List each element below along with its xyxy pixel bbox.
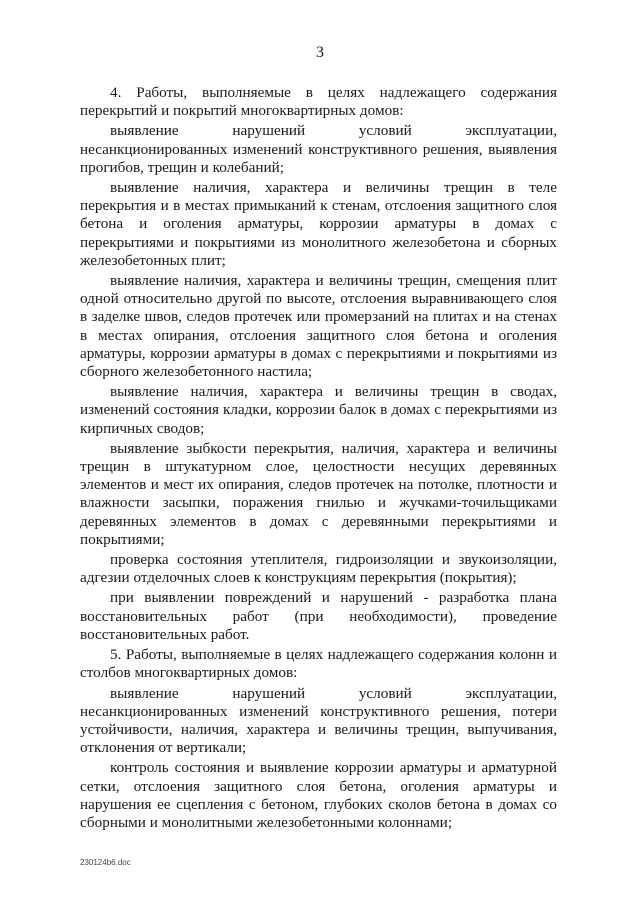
document-body (80, 84, 557, 834)
page-number: 3 (316, 44, 324, 61)
paragraph: выявление зыбкости перекрытия, наличия, характера и величины трещин в штукатурном слое, целостности несущих деревянных элементов и мест их опирания, следов протечек на потолке, плотности и влажности засыпки, поражения гнилью и жучками-точильщиками деревянных элементов в домах с деревянными перекрытиями и покрытиями; (80, 439, 557, 548)
paragraph: выявление наличия, характера и величины трещин в сводах, изменений состояния кладки, коррозии балок в домах с перекрытиями из кирпичных сводов; (80, 383, 557, 437)
paragraph: выявление наличия, характера и величины трещин, смещения плит одной относительно другой по высоте, отслоения выравнивающего слоя в заделке швов, следов протечек или промерзаний на плитах и на стенах в местах опирания, отслоения защитного слоя бетона и оголения арматуры, коррозии арматуры в домах с перекрытиями и покрытиями из сборного железобетонного настила; (80, 272, 557, 381)
paragraph: при выявлении повреждений и нарушений - разработка плана восстановительных работ (при необходимости), проведение восстановительных работ. (80, 589, 557, 643)
file-name-footer: 230124b6.doc (80, 858, 131, 867)
paragraph-section-4-heading: 4. Работы, выполняемые в целях надлежащего содержания перекрытий и покрытий многоквартирных домов: (80, 84, 557, 120)
paragraph-section-5-heading: 5. Работы, выполняемые в целях надлежащего содержания колонн и столбов многоквартирных домов: (80, 646, 557, 682)
paragraph: выявление нарушений условий эксплуатации, несанкционированных изменений конструктивного решения, выявления прогибов, трещин и колебаний; (80, 122, 557, 176)
paragraph: проверка состояния утеплителя, гидроизоляции и звукоизоляции, адгезии отделочных слоев к конструкциям перекрытия (покрытия); (80, 551, 557, 587)
paragraph: контроль состояния и выявление коррозии арматуры и арматурной сетки, отслоения защитного слоя бетона, оголения арматуры и нарушения ее сцепления с бетоном, глубоких сколов бетона в домах со сборными и монолитными железобетонными колоннами; (80, 759, 557, 831)
paragraph: выявление нарушений условий эксплуатации, несанкционированных изменений конструктивного решения, потери устойчивости, наличия, характера и величины трещин, выпучивания, отклонения от вертикали; (80, 684, 557, 757)
paragraph: выявление наличия, характера и величины трещин в теле перекрытия и в местах примыканий к стенам, отслоения защитного слоя бетона и оголения арматуры, коррозии арматуры в домах с перекрытиями и покрытиями из монолитного железобетона и сборных железобетонных плит; (80, 179, 557, 269)
